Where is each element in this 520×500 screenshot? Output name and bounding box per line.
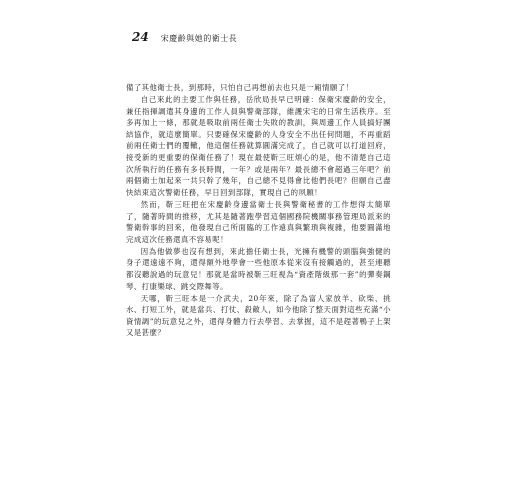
paragraph-2: 自己來此的主要工作與任務，岳欣局長早已明確：保衛宋慶齡的安全，兼任指揮調遣其身邊的工作人員與警衛部隊，維護宋宅的日常生活秩序。至多再加上一條，那就是吸取前兩任衛士失敗的教訓，與周邊工作人員搞好團結協作，就這麼簡單。只要確保宋慶齡的人身安全不出任何問題，不再重蹈前兩任衛士們的覆轍，他這個任務就算圓滿完成了，自己就可以打道回府，接受新的更重要的保衛任務了！現在最使靳三旺煩心的是，他不清楚自己這次所執行的任務有多長時間，一年？或是兩年？最長總不會超過三年吧？前兩個衛士加起來一共只幹了幾年，自己總不見得會比他們長吧？但願自己盡快結束這次警衛任務，早日回到部隊，實現自己的夙願！ xyxy=(126,95,391,197)
paragraph-5: 天哪，靳三旺本是一介武夫，20年來，除了為富人家放羊、砍柴、挑水、打短工外，就是當兵、打仗、殺敵人，如今他除了整天面對這些充滿“小資情調”的玩意兒之外，還得身體力行去學習、去掌握，這不是趕著鴨子上架又是甚麼？ xyxy=(126,293,391,338)
paragraph-3: 然而，靳三旺把在宋慶齡身邊當衛士長與警衛秘書的工作想得太簡單了，隨著時間的推移，尤其是隨著跑學習這個國務院機關事務管理局派來的警衛幹事的回來，他發現自己所面臨的工作遠真與繁瑣與複雜，他要圓滿地完成這次任務還真不容易呢！ xyxy=(126,199,391,244)
running-title: 宋慶齡與她的衛士長 xyxy=(160,34,238,43)
page-number: 24 xyxy=(132,30,149,44)
paragraph-4: 因為他做夢也沒有想到，來此擔任衛士長，光擁有機警的頭腦與強健的身子還遠遠不夠，還得額外地學會一些他原本從來沒有接觸過的，甚至連聽都沒聽說過的玩意兒！那就是當時被靳三旺視為“資產階級那一套”的彈奏鋼琴、打康樂球、跳交際舞等。 xyxy=(126,246,391,291)
paragraph-1: 備了其他衛士長，到那時，只怕自己再想前去也只是一廂情願了！ xyxy=(126,83,354,92)
body-text xyxy=(126,82,391,339)
page-header xyxy=(132,30,237,44)
